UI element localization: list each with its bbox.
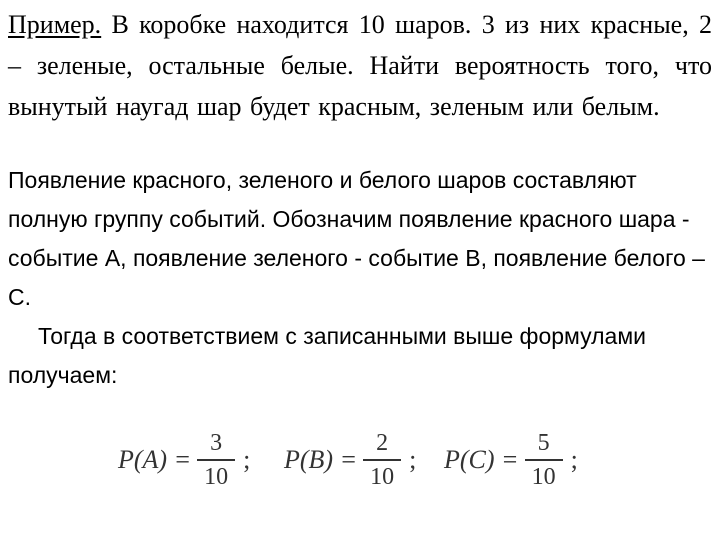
fraction [197,428,235,492]
fraction-numerator: 5 [537,430,550,456]
formula-separator: ; [570,445,578,474]
formula-pc [444,420,578,500]
fraction [363,428,401,492]
problem-statement [8,4,712,127]
fraction [525,428,563,492]
example-label: Пример. [8,10,102,39]
probability-formulas [118,420,618,500]
fraction-numerator: 2 [376,430,389,456]
solution-paragraph-2: Тогда в соответствием с записанными выше формулами получаем: [8,323,646,388]
fraction-denominator: 10 [531,464,556,490]
fraction-denominator: 10 [204,464,229,490]
formula-lhs: P(B) = [284,445,358,474]
formula-lhs: P(C) = [444,445,519,474]
fraction-denominator: 10 [370,464,395,490]
formula-lhs: P(A) = [118,445,192,474]
formula-separator: ; [243,445,251,474]
solution-paragraph-1: Появление красного, зеленого и белого шаров составляют полную группу событий. Обозначим появление красного шара - событие А, появление зеленого - событие В, появление белого –С. [8,167,705,310]
problem-text: В коробке находится 10 шаров. 3 из них красные, 2 – зеленые, остальные белые. Найти вероятность того, что вынутый наугад шар будет красным, зеленым или белым. [8,10,712,121]
formula-pb [284,420,416,500]
formula-pa [118,420,250,500]
formula-separator: ; [409,445,417,474]
fraction-numerator: 3 [210,430,223,456]
solution-text [8,161,712,395]
